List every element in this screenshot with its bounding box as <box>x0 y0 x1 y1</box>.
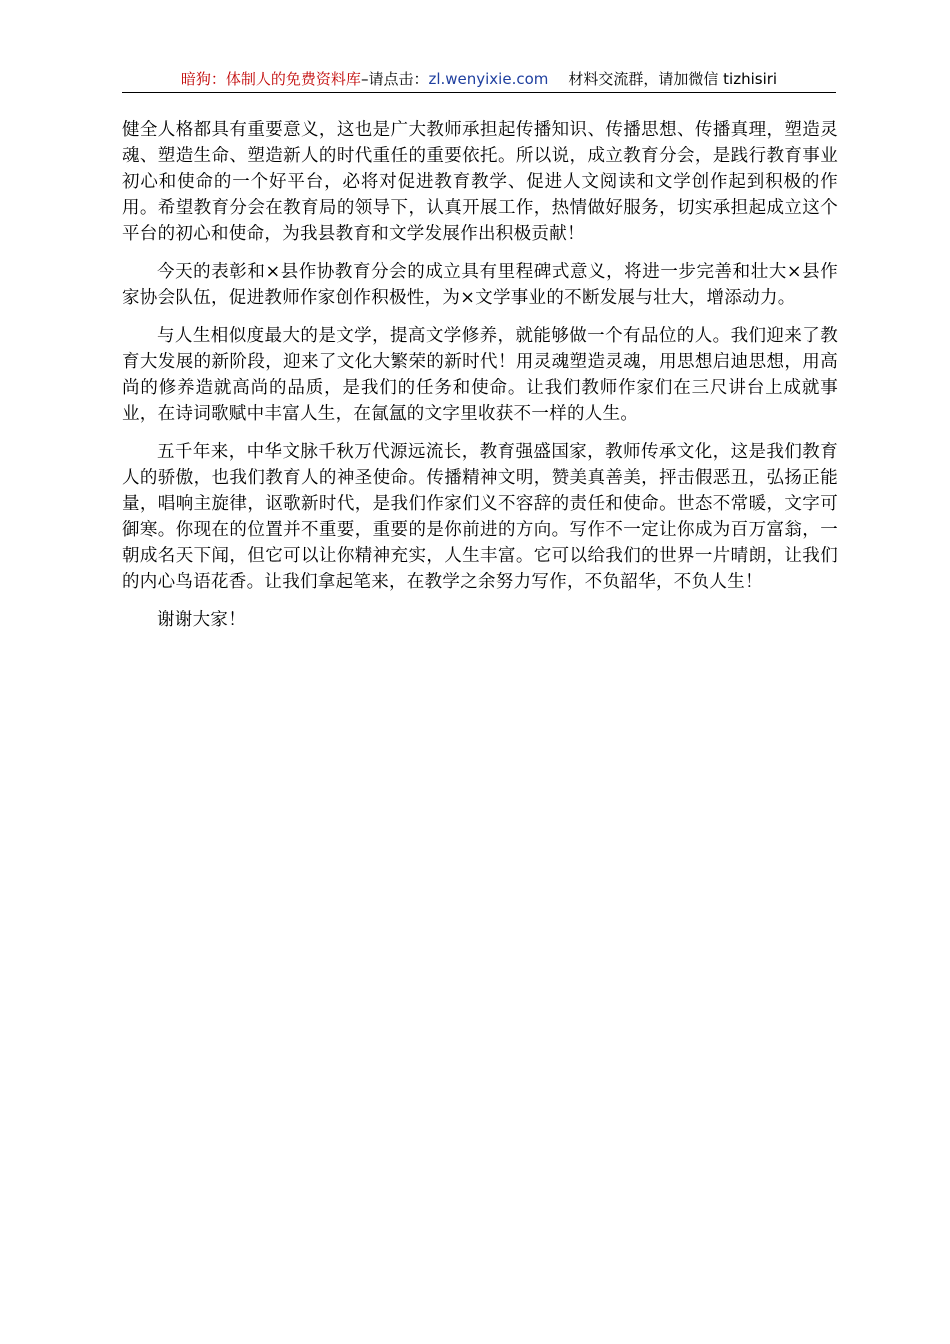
header-click-label: –请点击： <box>360 70 429 88</box>
header-wechat-note: 材料交流群，请加微信 tizhisiri <box>568 70 778 88</box>
paragraph-1: 健全人格都具有重要意义，这也是广大教师承担起传播知识、传播思想、传播真理，塑造灵魂、塑造生命、塑造新人的时代重任的重要依托。所以说，成立教育分会，是践行教育事业初心和使命的一个好平台，必将对促进教育教学、促进人文阅读和文学创作起到积极的作用。希望教育分会在教育局的领导下，认真开展工作，热情做好服务，切实承担起成立这个平台的初心和使命，为我县教育和文学发展作出积极贡献！ <box>122 120 838 244</box>
paragraph-4: 五千年来，中华文脉千秋万代源远流长，教育强盛国家，教师传承文化，这是我们教育人的骄傲，也我们教育人的神圣使命。传播精神文明，赞美真善美，抨击假恶丑，弘扬正能量，唱响主旋律，讴歌新时代，是我们作家们义不容辞的责任和使命。世态不常暖，文字可御寒。你现在的位置并不重要，重要的是你前进的方向。写作不一定让你成为百万富翁，一朝成名天下闻，但它可以让你精神充实，人生丰富。它可以给我们的世界一片晴朗，让我们的内心鸟语花香。让我们拿起笔来，在教学之余努力写作，不负韶华，不负人生！ <box>122 442 838 592</box>
header-url-link[interactable]: zl.wenyixie.com <box>428 70 549 88</box>
paragraph-3: 与人生相似度最大的是文学，提高文学修养，就能够做一个有品位的人。我们迎来了教育大发展的新阶段，迎来了文化大繁荣的新时代！用灵魂塑造灵魂，用思想启迪思想，用高尚的修养造就高尚的品质，是我们的任务和使命。让我们教师作家们在三尺讲台上成就事业，在诗词歌赋中丰富人生，在氤氲的文字里收获不一样的人生。 <box>122 326 838 424</box>
document-body <box>122 117 838 645</box>
paragraph-2: 今天的表彰和×县作协教育分会的成立具有里程碑式意义，将进一步完善和壮大×县作家协会队伍，促进教师作家创作积极性，为×文学事业的不断发展与壮大，增添动力。 <box>122 262 838 308</box>
page-header <box>122 66 836 93</box>
header-brand: 暗狗：体制人的免费资料库 <box>180 70 361 88</box>
closing-line: 谢谢大家！ <box>157 610 246 630</box>
